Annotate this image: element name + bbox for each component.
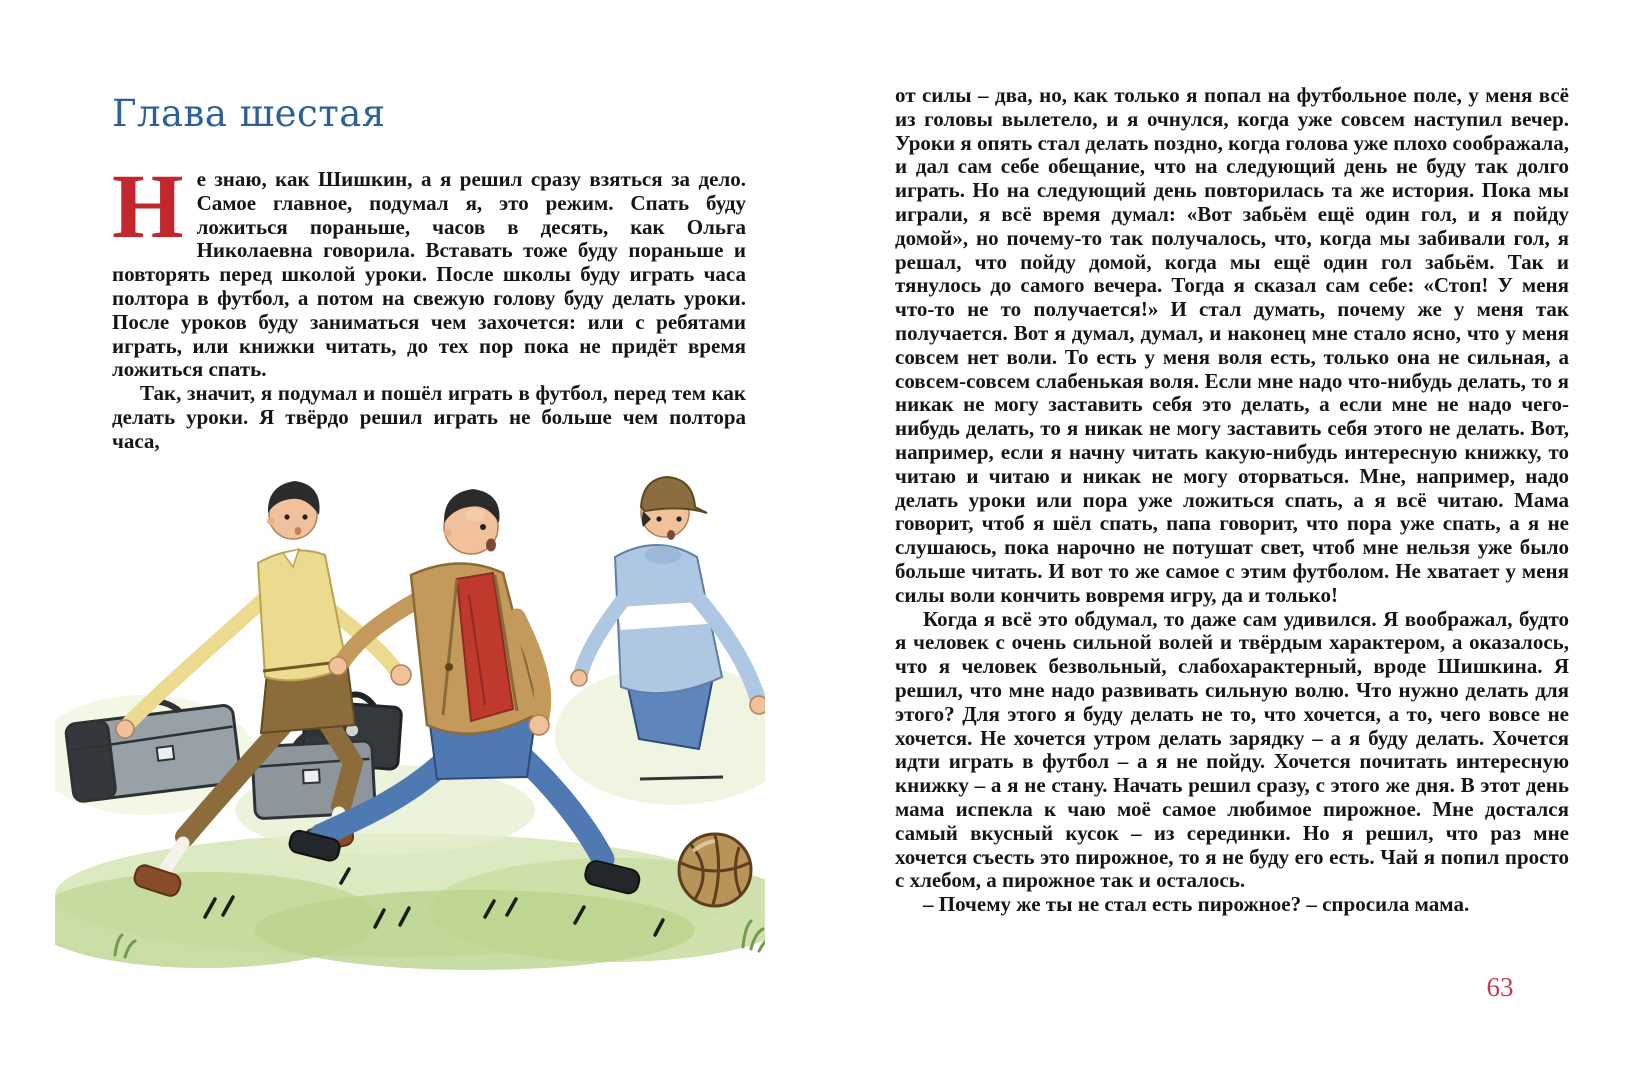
football-illustration	[55, 415, 765, 985]
right-page-text	[895, 84, 1569, 917]
right-paragraph-2: Когда я всё это обдумал, то даже сам удивился. Я воображал, будто я человек с очень сильной волей и твёрдым характером, а оказалось, что я человек безвольный, слабохарактерный, вроде Шишкина. Я решил, что мне надо развивать сильную волю. Что нужно делать для этого? Для этого я буду делать не то, что хочется, а то, чего вовсе не хочется. Не хочется утром делать зарядку – а я буду делать. Хочется идти играть в футбол – а я не пойду. Хочется почитать интересную книжку – а я не стану. Начать решил сразу, с этого же дня. В этот день мама испекла к чаю моё самое любимое пирожное. Мне достался самый вкусный кусок – из серединки. Но я решил, что раз мне хочется съесть это пирожное, то я не буду его есть. Чай я попил просто с хлебом, а пирожное так и осталось.	[895, 606, 1569, 893]
football	[679, 834, 751, 906]
right-paragraph-1: от силы – два, но, как только я попал на футбольное поле, у меня всё из головы вылетело, и я очнулся, когда уже совсем наступил вечер. Уроки я опять стал делать поздно, когда голова уже плохо соображала, и дал сам себе обещание, что на следующий день не буду так долго играть. Но на следующий день повторилась та же история. Пока мы играли, я всё время думал: «Вот забьём ещё один гол, и я пойду домой», но почему-то так получалось, что, когда мы забивали гол, я решал, что пойду домой, когда мы ещё один гол забьём. Так и тянулось до самого вечера. Тогда я сказал сам себе: «Стоп! У меня что-то не то получается!» И стал думать, почему же у меня так получается. Вот я думал, думал, и наконец мне стало ясно, что у меня совсем нет воли. То есть у меня воля есть, только она не сильная, а совсем-совсем слабенькая воля. Если мне надо что-нибудь делать, то я никак не могу заставить себя это делать, а если мне не надо чего-нибудь делать, то я никак не могу заставить себя этого не делать. Вот, например, если я начну читать какую-нибудь интересную книжку, то читаю и читаю и никак не могу оторваться. Мне, например, надо делать уроки или пора уже ложиться спать, а я всё читаю. Мама говорит, чтоб я шёл спать, папа говорит, что пора уже спать, а я не слушаюсь, пока нарочно не потушат свет, чтоб мне нельзя уже было больше читать. И вот то же самое с этим футболом. Не хватает у меня силы воли кончить вовремя игру, да и только!	[895, 83, 1569, 607]
drop-cap: Н	[112, 155, 184, 257]
chapter-title: Глава шестая	[112, 92, 386, 135]
left-paragraph-1	[112, 155, 746, 382]
page-number: 63	[1486, 972, 1514, 1002]
left-page-text	[112, 155, 746, 454]
left-paragraph-2: Так, значит, я подумал и пошёл играть в футбол, перед тем как делать уроки. Я твёрдо решил играть не больше чем полтора часа,	[112, 381, 746, 453]
left-paragraph-1-text: е знаю, как Шишкин, а я решил сразу взяться за дело. Самое главное, подумал я, это режим. Спать буду ложиться пораньше, часов в десять, как Ольга Николаевна говорила. Вставать тоже буду пораньше и повторять перед школой уроки. После школы буду играть часа полтора в футбол, а потом на свежую голову буду делать уроки. После уроков буду заниматься чем захочется: или с ребятами играть, или книжки читать, до тех пор пока не придёт время ложиться спать.	[112, 167, 746, 382]
field-line	[640, 777, 723, 779]
right-paragraph-3: – Почему же ты не стал есть пирожное? – спросила мама.	[923, 892, 1470, 917]
